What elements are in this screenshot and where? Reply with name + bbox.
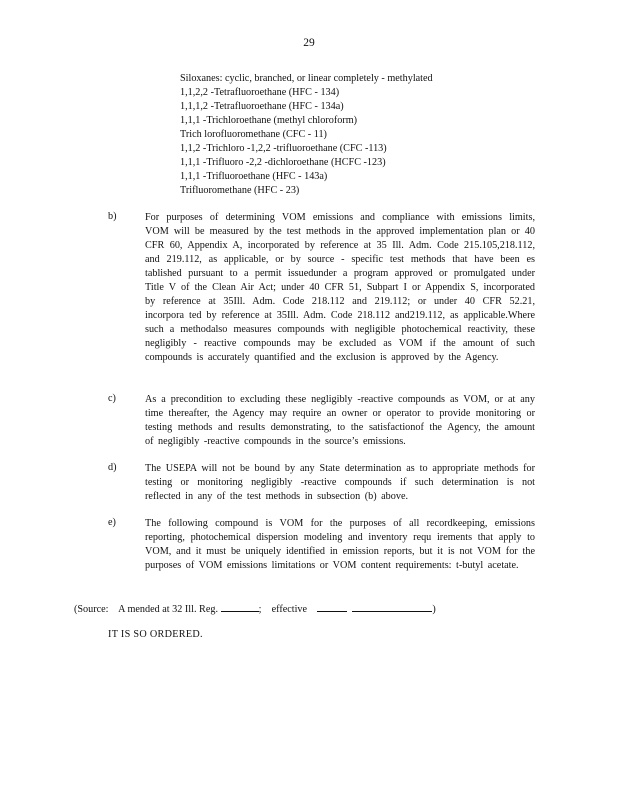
subsection-text: For purposes of determining VOM emissions and compliance with emissions limits, VOM will be measured by the test methods in the approved implementation plan or 40 CFR 60, Appendix A, incorporated by reference at 35 Ill. Adm. Code 215.105,218.112, and 219.112, as applicable, or by source - specific test methods that have been es tablished pursuant to a permit issuedunder a program approved or promulgated under Title V of the Clean Air Act; under 40 CFR 51, Subpart I or Appendix S, incorporated by reference at 35Ill. Adm. Code 218.112 and 219.112; or under 40 CFR 52.21, incorpora ted by reference at 35Ill. Adm. Code 218.112 and219.112, as applicable.Where such a methodalso measures compounds with negligible photochemical reactivity, these negligibly - reactive compounds may be excluded as VOM if the amount of such compounds is accurately quantified and the exclusion is approved by the Agency. [145, 212, 535, 363]
effective-blank-1 [317, 602, 347, 612]
compound-line: 1,1,1 -Trifluoroethane (HFC - 143a) [180, 171, 328, 182]
source-open: (Source: [74, 604, 109, 615]
subsection-text: The following compound is VOM for the purposes of all recordkeeping, emissions reporting, photochemical dispersion modeling and inventory requ irements that apply to VOM, and it must be uniquely identified in emission reports, but it is not VOM for the purposes of VOM emissions limitations or VOM content requirements: t-butyl acetate. [145, 518, 535, 571]
effective-blank-2 [352, 602, 432, 612]
subsection-label: b) [108, 211, 117, 222]
subsection-label: c) [108, 393, 116, 404]
source-amended: A mended at 32 Ill. Reg. [118, 604, 219, 615]
compound-line: 1,1,1,2 -Tetrafluoroethane (HFC - 134a) [180, 101, 344, 112]
source-note [74, 602, 534, 615]
source-separator: ; [258, 604, 262, 615]
exempt-compound-list [180, 72, 500, 198]
page-number: 29 [303, 37, 315, 49]
order-statement: IT IS SO ORDERED. [108, 629, 203, 640]
subsection-text: As a precondition to excluding these negligibly -reactive compounds as VOM, or at any time thereafter, the Agency may require an owner or operator to provide monitoring or testing methods and results demonstrating, to the satisfactionof the Agency, the amount of negligibly -reactive compounds in the source’s emissions. [145, 394, 535, 447]
compound-line: 1,1,2,2 -Tetrafluoroethane (HFC - 134) [180, 87, 340, 98]
compound-line: Siloxanes: cyclic, branched, or linear completely - methylated [180, 73, 433, 84]
compound-line: 1,1,1 -Trifluoro -2,2 -dichloroethane (HCFC -123) [180, 157, 386, 168]
source-effective: effective [271, 604, 308, 615]
compound-line: Trich lorofluoromethane (CFC - 11) [180, 129, 327, 140]
compound-line: 1,1,2 -Trichloro -1,2,2 -trifluoroethane (CFC -113) [180, 143, 387, 154]
register-blank [221, 602, 259, 612]
source-close: ) [432, 604, 436, 615]
compound-line: 1,1,1 -Trichloroethane (methyl chloroform) [180, 115, 358, 126]
subsection-label: d) [108, 462, 117, 473]
compound-line: Trifluoromethane (HFC - 23) [180, 185, 300, 196]
subsection-text: The USEPA will not be bound by any State determination as to appropriate methods for testing or monitoring negligibly -reactive compounds if such determination is not reflected in any of the test methods in subsection (b) above. [145, 463, 535, 502]
subsection-label: e) [108, 517, 116, 528]
